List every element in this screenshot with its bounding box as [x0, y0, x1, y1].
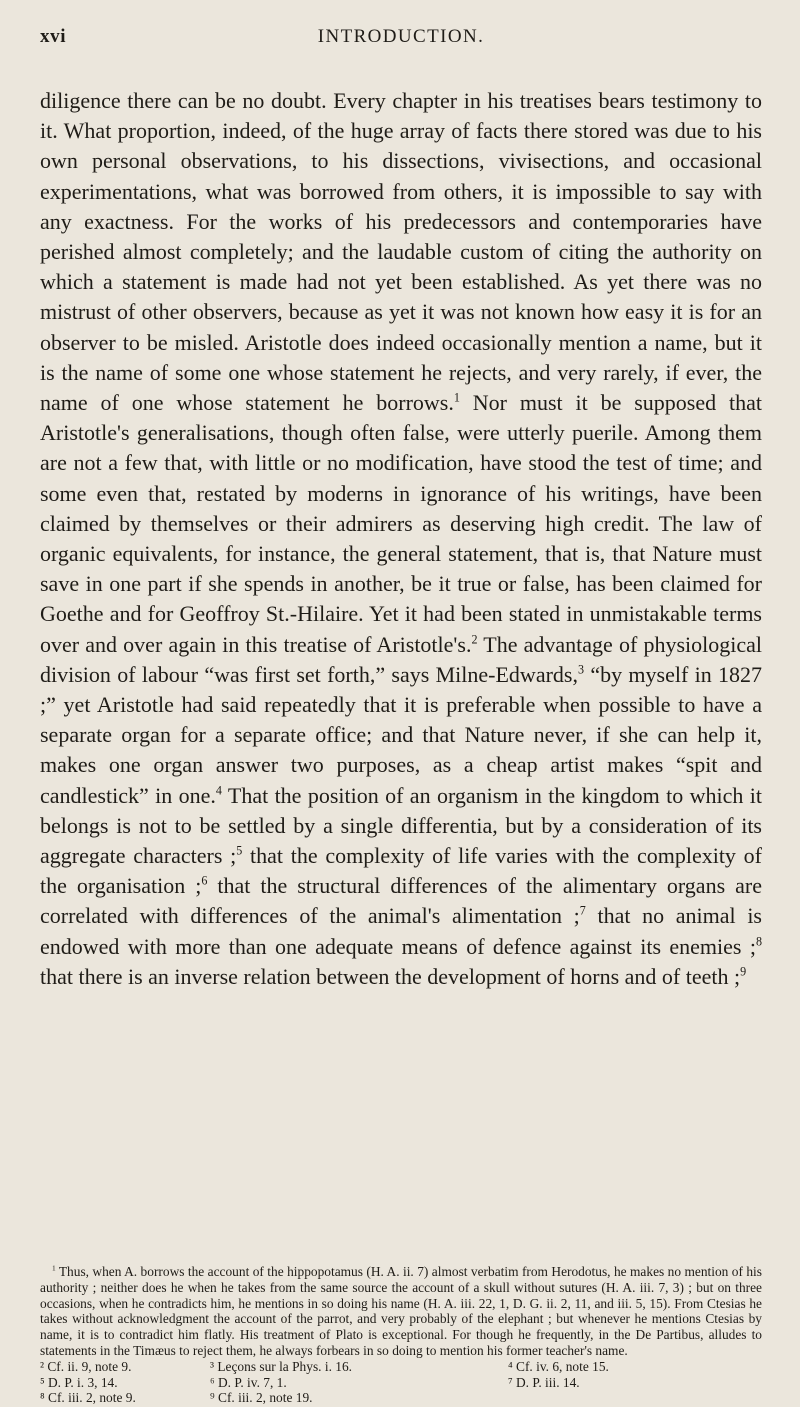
- text-run: that no animal is endowed with more than one adequate means of defence against its enemies ;: [40, 903, 762, 959]
- footnote-text: Thus, when A. borrows the account of the hippopotamus (H. A. ii. 7) almost verbatim from Herodotus, he makes no mention of his authority ; neither does he when he takes from the same source the account of a skull without sutures (H. A. iii. 7, 3) ; but on three occasions, when he contradicts him, he mentions in so doing his name (H. A. iii. 22, 1, D. G. ii. 2, 11, and iii. 5, 15). From Ctesias he takes without acknowledgment the account of the parrot, and very probably of the elephant ; but whenever he mentions Ctesias by name, it is to contradict him flatly. His treatment of Plato is exceptional. For though he frequently, in the De Partibus, alludes to statements in the Timæus to reject them, he always forbears in so doing to mention his former teacher's name.: [40, 1264, 762, 1358]
- text-run: that the structural differences of the alimentary organs are correlated with differences of the animal's alimentation ;: [40, 873, 762, 929]
- footnote-ref: 2: [471, 632, 478, 647]
- footnote-6: ⁶ D. P. iv. 7, 1.: [210, 1374, 287, 1390]
- footnote-ref: 3: [577, 662, 585, 677]
- footnote-ref: 5: [236, 843, 243, 858]
- footnote-4: ⁴ Cf. iv. 6, note 15.: [508, 1358, 609, 1374]
- footnotes: [40, 1264, 762, 1406]
- footnote-9: ⁹ Cf. iii. 2, note 19.: [210, 1390, 313, 1406]
- text-run: The advantage of physiological division of labour “was first set forth,” says Milne-Edwards,: [40, 631, 762, 687]
- footnote-8: ⁸ Cf. iii. 2, note 9.: [40, 1390, 136, 1406]
- main-paragraph: [40, 86, 762, 992]
- page-number: xvi: [40, 26, 67, 47]
- footnote-7: ⁷ D. P. iii. 14.: [508, 1374, 580, 1390]
- text-run: That the position of an organism in the kingdom to which it belongs is not to be settled by a single differentia, but by a consideration of its aggregate characters ;: [40, 782, 762, 869]
- body-text: [40, 86, 762, 992]
- footnote-marker: 1: [52, 1263, 56, 1273]
- footnote-ref: 8: [755, 934, 762, 949]
- footnote-ref: 4: [215, 783, 222, 798]
- text-run: “by myself in 1827 ;” yet Aristotle had said repeatedly that it is preferable when possible to have a separate organ for a separate office; and that Nature never, if she can help it, makes one organ answer two purposes, as a cheap artist makes “spit and candlestick” in one.: [40, 661, 762, 808]
- footnote-1: [40, 1264, 762, 1359]
- footnote-ref: 7: [579, 904, 586, 919]
- running-title: INTRODUCTION.: [317, 26, 485, 47]
- text-run: diligence there can be no doubt. Every chapter in his treatises bears testimony to it. What proportion, indeed, of the huge array of facts there stored was due to his own personal observations, to his dissections, vivisections, and occasional experimentations, what was borrowed from others, it is impossible to say with any exactness. For the works of his predecessors and contemporaries have perished almost completely; and the laudable custom of citing the authority on which a statement is made had not yet been established. As yet there was no mistrust of other observers, because as yet it was not known how easy it is for an observer to be misled. Aristotle does indeed occasionally mention a name, but it is the name of some one whose statement he rejects, and very rarely, if ever, the name of one whose statement he borrows.: [40, 88, 762, 416]
- text-run: Nor must it be supposed that Aristotle's generalisations, though often false, were utterly puerile. Among them are not a few that, with little or no modification, have stood the test of time; and some even that, restated by moderns in ignorance of his writings, have been claimed by themselves or their admirers as deserving high credit. The law of organic equivalents, for instance, the general statement, that is, that Nature must save in one part if she spends in another, be it true or false, has been claimed for Goethe and for Geoffroy St.-Hilaire. Yet it had been stated in unmistakable terms over and over again in this treatise of Aristotle's.: [40, 390, 762, 657]
- footnote-2: ² Cf. ii. 9, note 9.: [40, 1358, 132, 1374]
- footnote-ref: 1: [453, 390, 460, 405]
- footnote-ref: 9: [740, 964, 747, 979]
- footnote-3: ³ Leçons sur la Phys. i. 16.: [210, 1358, 353, 1374]
- text-run: that the complexity of life varies with the complexity of the organisation ;: [40, 843, 763, 899]
- footnote-5: ⁵ D. P. i. 3, 14.: [40, 1374, 118, 1390]
- running-head: [40, 26, 762, 56]
- footnote-empty: [470, 1390, 762, 1406]
- footnote-ref: 6: [201, 873, 208, 888]
- short-footnotes: [40, 1359, 762, 1406]
- text-run: that there is an inverse relation between the development of horns and of teeth ;: [40, 963, 741, 989]
